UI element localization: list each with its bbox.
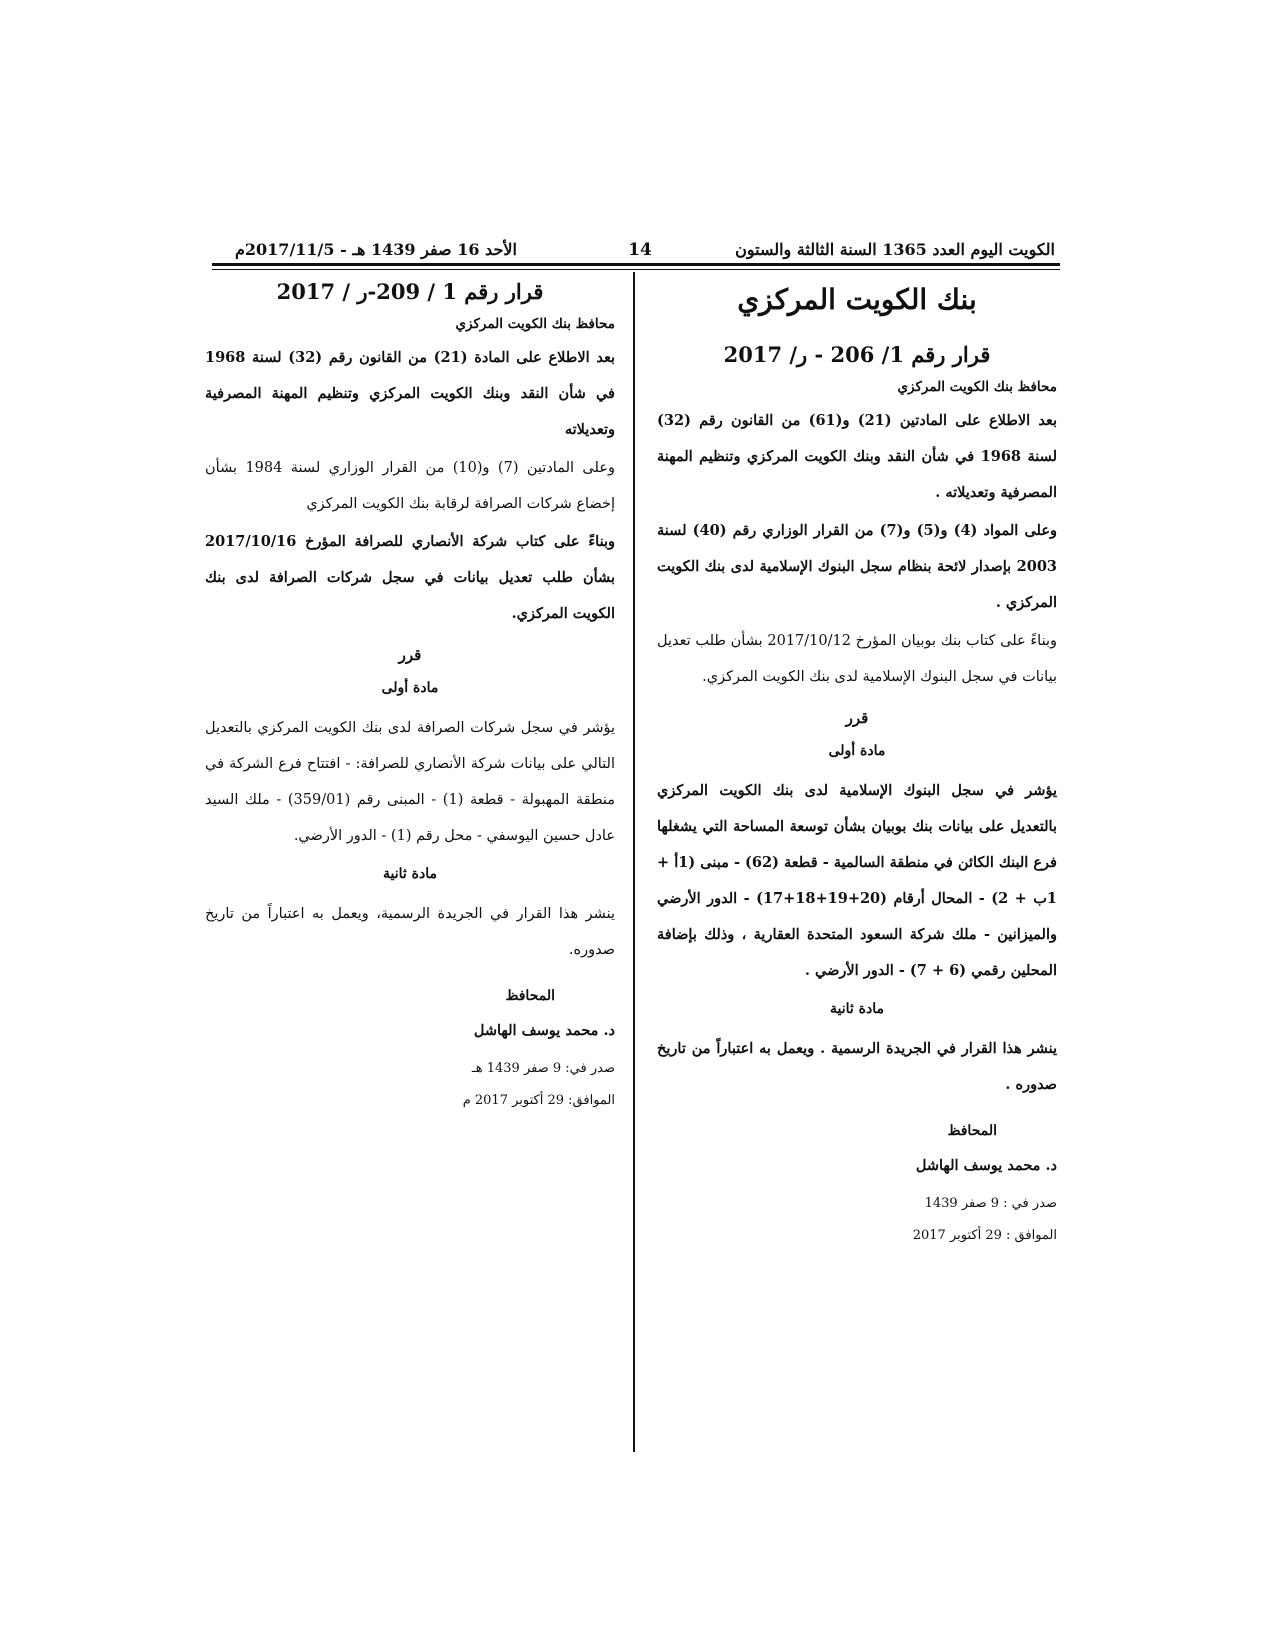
decided-heading: قرر [845, 709, 869, 727]
decision-209-column [205, 275, 615, 1113]
signatory-title: المحافظ [947, 1123, 997, 1139]
signatory-name: د. محمد يوسف الهاشل [915, 1157, 1057, 1174]
decision-206-column [657, 275, 1057, 1248]
signatory-name: د. محمد يوسف الهاشل [473, 1022, 615, 1039]
bank-title: بنك الكويت المركزي [737, 283, 977, 316]
issuer-line: محافظ بنك الكويت المركزي [455, 316, 615, 332]
header-issue: الكويت اليوم العدد 1365 السنة الثالثة والستون [735, 240, 1055, 259]
decided-heading: قرر [398, 646, 422, 664]
preamble-paragraph: وبناءً على كتاب بنك بوبيان المؤرخ 2017/10/12 بشأن طلب تعديل بيانات في سجل البنوك الإسلامية لدى بنك الكويت المركزي. [657, 633, 1057, 685]
preamble-paragraph: وبناءً على كتاب شركة الأنصاري للصرافة المؤرخ 2017/10/16 بشأن طلب تعديل بيانات في سجل شركات الصرافة لدى بنك الكويت المركزي. [205, 533, 615, 622]
article-heading: مادة أولى [381, 680, 439, 696]
decision-number: قرار رقم 1 / 209-ر / 2017 [276, 279, 544, 304]
issuer-line: محافظ بنك الكويت المركزي [897, 379, 1057, 395]
page-number: 14 [628, 240, 652, 260]
issued-date-hijri: صدر في: 9 صفر 1439 هـ [471, 1061, 615, 1076]
article-heading: مادة أولى [828, 743, 886, 759]
article-body: يؤشر في سجل شركات الصرافة لدى بنك الكويت المركزي بالتعديل التالي على بيانات شركة الأنصاري للصرافة: - افتتاح فرع الشركة في منطقة المهبولة - قطعة (1) - المبنى رقم (359/01) - ملك السيد عادل حسين اليوسفي - محل رقم (1) - الدور الأرضي. [205, 720, 616, 844]
preamble-paragraph: بعد الاطلاع على المادة (21) من القانون رقم (32) لسنة 1968 في شأن النقد وبنك الكويت المركزي وتنظيم المهنة المصرفية وتعديلاته [205, 349, 615, 438]
column-divider [633, 272, 635, 1452]
article-body: ينشر هذا القرار في الجريدة الرسمية، ويعمل به اعتباراً من تاريخ صدوره. [205, 906, 615, 958]
header-rule [212, 263, 1060, 266]
preamble-paragraph: بعد الاطلاع على المادتين (21) و(61) من القانون رقم (32) لسنة 1968 في شأن النقد وبنك الكويت المركزي وتنظيم المهنة المصرفية وتعديلاته . [657, 412, 1057, 501]
article-heading: مادة ثانية [383, 866, 437, 882]
issued-date-gregorian: الموافق : 29 أكتوبر 2017 [912, 1228, 1057, 1243]
issued-date-hijri: صدر في : 9 صفر 1439 [924, 1196, 1057, 1211]
signatory-title: المحافظ [505, 988, 555, 1004]
issued-date-gregorian: الموافق: 29 أكتوبر 2017 م [462, 1093, 615, 1108]
article-body: ينشر هذا القرار في الجريدة الرسمية . ويعمل به اعتباراً من تاريخ صدوره . [657, 1040, 1057, 1093]
preamble-paragraph: وعلى المواد (4) و(5) و(7) من القرار الوزاري رقم (40) لسنة 2003 بإصدار لائحة بنظام سجل البنوك الإسلامية لدى بنك الكويت المركزي . [657, 522, 1057, 611]
header-date: الأحد 16 صفر 1439 هـ - 2017/11/5م [235, 240, 517, 259]
preamble-paragraph: وعلى المادتين (7) و(10) من القرار الوزاري لسنة 1984 بشأن إخضاع شركات الصرافة لرقابة بنك الكويت المركزي [205, 460, 615, 512]
article-heading: مادة ثانية [830, 1001, 884, 1017]
header-rule-thin [212, 269, 1060, 270]
decision-number: قرار رقم 1/ 206 - ر/ 2017 [723, 342, 991, 367]
article-body: يؤشر في سجل البنوك الإسلامية لدى بنك الكويت المركزي بالتعديل على بيانات بنك بوبيان بشأن توسعة المساحة التي يشغلها فرع البنك الكائن في منطقة السالمية - قطعة (62) - مبنى (1أ + 1ب + 2) - المحال أرقام (20+19+18+17) - الدور الأرضي والميزانين - ملك شركة السعود المتحدة العقارية ، وذلك بإضافة المحلين رقمي (6 + 7) - الدور الأرضي . [657, 782, 1057, 979]
